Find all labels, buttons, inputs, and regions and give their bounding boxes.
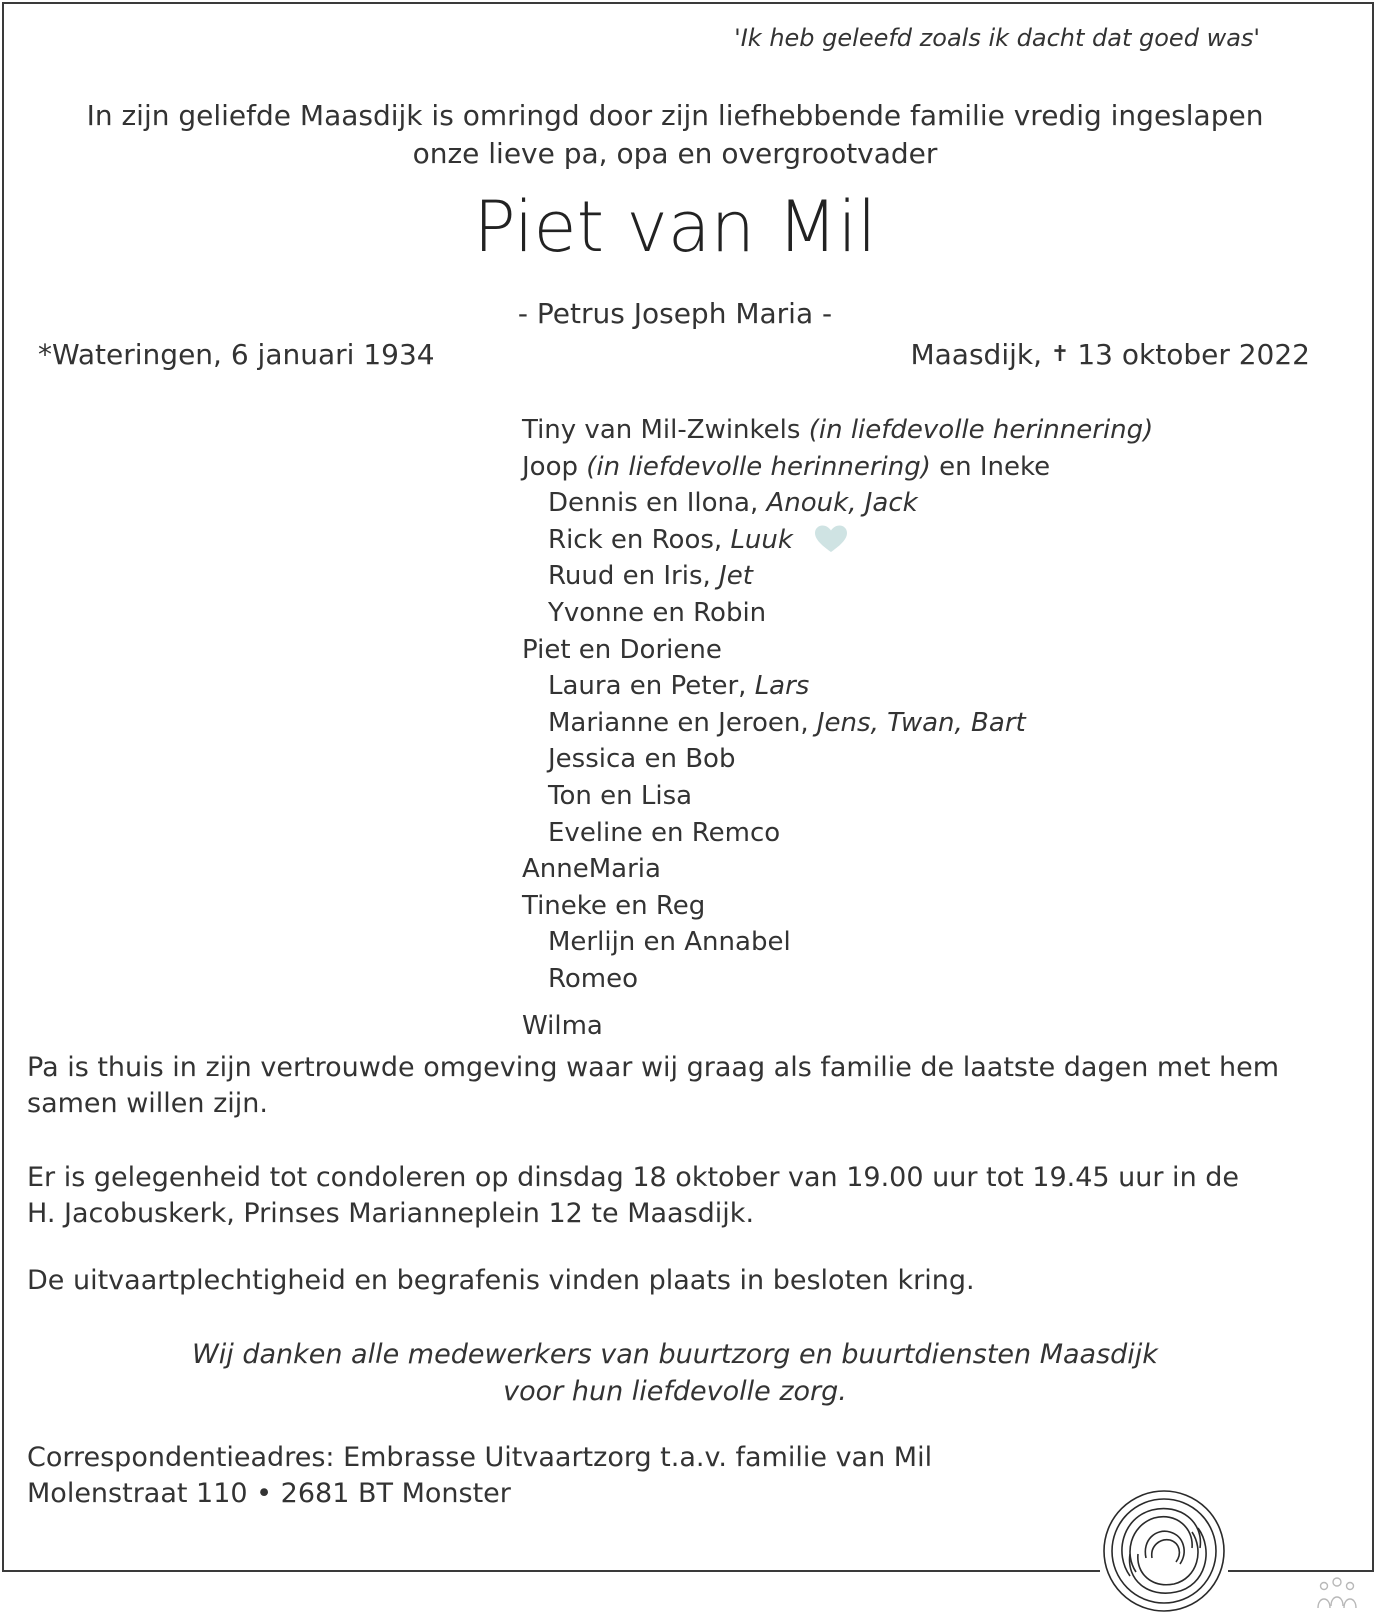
- family-row-laura: Laura en Peter, Lars: [548, 671, 810, 702]
- family-row-joop: Joop (in liefdevolle herinnering) en Ineke: [522, 451, 1051, 482]
- family-row-rick: Rick en Roos, Luuk: [522, 522, 1153, 559]
- death-info: [910, 338, 1310, 371]
- deceased-full-name: - Petrus Joseph Maria -: [517, 297, 833, 330]
- intro-line-1: In zijn geliefde Maasdijk is omringd door zijn liefhebbende familie vredig ingeslapen: [86, 99, 1264, 132]
- motto-quote: 'Ik heb geleefd zoals ik dacht dat goed was': [734, 24, 1260, 52]
- family-list: [522, 412, 1153, 1044]
- paragraph-home: Pa is thuis in zijn vertrouwde omgeving waar wij graag als familie de laatste dagen met hem samen willen zijn.: [27, 1052, 1280, 1119]
- correspondence-address: Correspondentieadres: Embrasse Uitvaartzorg t.a.v. familie van Mil Molenstraat 110 • 2681 BT Monster: [27, 1442, 933, 1509]
- family-row-yvonne: Yvonne en Robin: [548, 597, 767, 628]
- family-row-jessica: Jessica en Bob: [548, 744, 736, 775]
- cross-icon: ✝: [1050, 342, 1070, 367]
- family-row-tineke: Tineke en Reg: [522, 890, 706, 921]
- family-row-romeo: Romeo: [548, 963, 639, 994]
- family-row-annemaria: AnneMaria: [522, 854, 661, 885]
- intro-line-2: onze lieve pa, opa en overgrootvader: [412, 137, 938, 170]
- family-row-merlijn: Merlijn en Annabel: [548, 927, 791, 958]
- family-row-ruud: Ruud en Iris, Jet: [548, 561, 753, 592]
- people-group-icon: [1312, 1576, 1362, 1610]
- heart-icon: [813, 524, 849, 554]
- birth-info: *Wateringen, 6 januari 1934: [38, 338, 435, 371]
- family-row-eveline: Eveline en Remco: [548, 817, 781, 848]
- intro-text: [0, 97, 1350, 173]
- family-row-piet: Piet en Doriene: [522, 634, 722, 665]
- deceased-name: Piet van Mil: [473, 186, 877, 268]
- family-row-ton: Ton en Lisa: [548, 780, 693, 811]
- paragraph-funeral: De uitvaartplechtigheid en begrafenis vinden plaats in besloten kring.: [27, 1265, 975, 1296]
- rings-logo-icon: [1100, 1488, 1228, 1614]
- family-row-tiny: Tiny van Mil-Zwinkels (in liefdevolle herinnering): [522, 415, 1154, 445]
- thanks-text: Wij danken alle medewerkers van buurtzorg en buurtdiensten Maasdijk voor hun liefdevolle zorg.: [192, 1339, 1158, 1407]
- family-row-wilma: Wilma: [522, 1010, 603, 1041]
- family-row-dennis: Dennis en Ilona, Anouk, Jack: [548, 488, 918, 519]
- death-date: 13 oktober 2022: [1077, 338, 1310, 371]
- death-place: Maasdijk,: [910, 338, 1042, 371]
- family-row-marianne: Marianne en Jeroen, Jens, Twan, Bart: [548, 707, 1026, 738]
- paragraph-condolence: Er is gelegenheid tot condoleren op dinsdag 18 oktober van 19.00 uur tot 19.45 uur in de H. Jacobuskerk, Prinses Marianneplein 12 te Maasdijk.: [27, 1162, 1240, 1229]
